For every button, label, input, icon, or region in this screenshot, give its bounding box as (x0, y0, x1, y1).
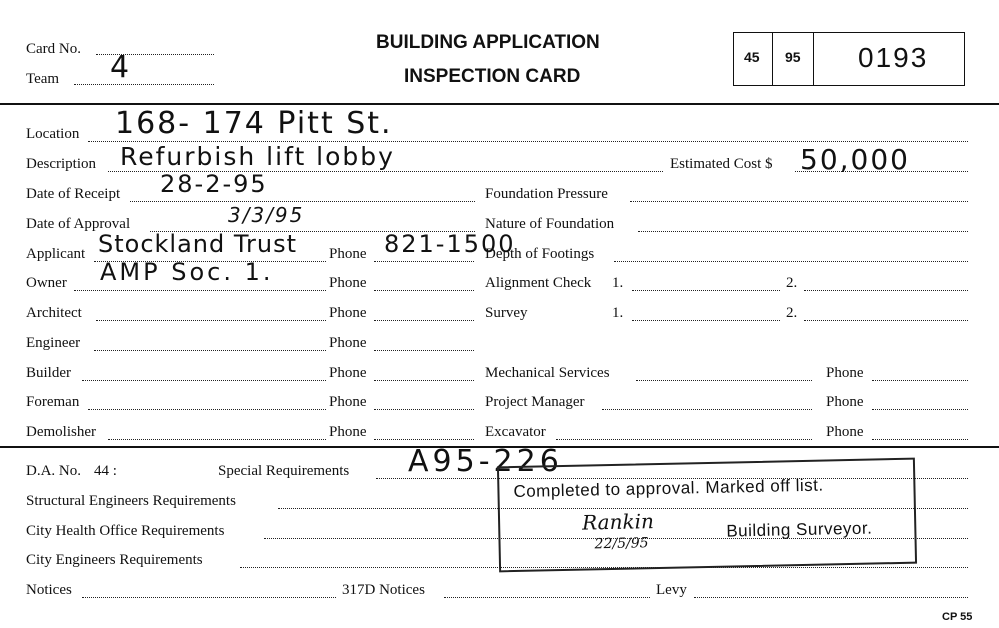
stamp-signature: Rankin (581, 509, 655, 535)
depth-of-footings-label: Depth of Footings (485, 246, 595, 262)
stamp-date: 22/5/95 (594, 535, 649, 553)
date-of-approval-label: Date of Approval (26, 216, 131, 232)
divider-top (0, 103, 999, 105)
demolisher-phone-field[interactable] (374, 439, 474, 440)
alignment-check-label: Alignment Check (485, 275, 592, 291)
excavator-phone-field[interactable] (872, 439, 968, 440)
description-label: Description (26, 156, 96, 172)
nature-of-foundation-label: Nature of Foundation (485, 216, 615, 232)
applicant-label: Applicant (26, 246, 86, 262)
project-manager-field[interactable] (602, 409, 812, 410)
survey-2-label: 2. (786, 305, 798, 321)
nature-of-foundation-field[interactable] (638, 231, 968, 232)
builder-field[interactable] (82, 380, 326, 381)
engineer-field[interactable] (94, 350, 326, 351)
structural-label: Structural Engineers Requirements (26, 493, 236, 509)
owner-label: Owner (26, 275, 67, 291)
applicant-value: Stockland Trust (98, 230, 297, 258)
survey-2-field[interactable] (804, 320, 968, 321)
engineer-phone-label: Phone (329, 335, 367, 351)
demolisher-phone-label: Phone (329, 424, 367, 440)
title-line-1: BUILDING APPLICATION (376, 32, 600, 53)
architect-label: Architect (26, 305, 82, 321)
mechanical-services-label: Mechanical Services (485, 365, 610, 381)
health-label: City Health Office Requirements (26, 523, 225, 539)
excavator-phone-label: Phone (826, 424, 864, 440)
levy-field[interactable] (694, 597, 968, 598)
architect-field[interactable] (96, 320, 326, 321)
cp-label: CP 55 (942, 611, 973, 623)
alignment-check-2-label: 2. (786, 275, 798, 291)
foundation-pressure-label: Foundation Pressure (485, 186, 608, 202)
mechanical-services-field[interactable] (636, 380, 812, 381)
engineer-label: Engineer (26, 335, 81, 351)
foreman-label: Foreman (26, 394, 80, 410)
team-field[interactable] (74, 84, 214, 85)
architect-phone-field[interactable] (374, 320, 474, 321)
notices-label: Notices (26, 582, 72, 598)
stamp-line-1: Completed to approval. Marked off list. (513, 475, 824, 502)
city-engineers-label: City Engineers Requirements (26, 552, 203, 568)
applicant-phone-label: Phone (329, 246, 367, 262)
date-of-approval-value: 3/3/95 (228, 203, 305, 227)
foundation-pressure-field[interactable] (630, 201, 968, 202)
owner-phone-field[interactable] (374, 290, 474, 291)
estimated-cost-value: 50,000 (800, 143, 910, 176)
foreman-phone-field[interactable] (374, 409, 474, 410)
special-requirements-value: A95-226 (408, 444, 563, 479)
builder-label: Builder (26, 365, 71, 381)
special-requirements-label: Special Requirements (218, 463, 350, 479)
owner-field[interactable] (74, 290, 326, 291)
notices-317d-field[interactable] (444, 597, 650, 598)
demolisher-label: Demolisher (26, 424, 96, 440)
applicant-phone-value: 821-1500 (384, 230, 516, 258)
mechanical-services-phone-label: Phone (826, 365, 864, 381)
demolisher-field[interactable] (108, 439, 326, 440)
team-value: 4 (110, 50, 132, 85)
survey-1-field[interactable] (632, 320, 780, 321)
alignment-check-2-field[interactable] (804, 290, 968, 291)
description-value: Refurbish lift lobby (120, 142, 395, 171)
architect-phone-label: Phone (329, 305, 367, 321)
box-a: 45 (733, 32, 773, 86)
notices-317d-label: 317D Notices (342, 582, 425, 598)
team-label: Team (26, 71, 60, 87)
alignment-check-1-field[interactable] (632, 290, 780, 291)
box-number: 0193 (813, 32, 965, 86)
applicant-phone-field[interactable] (374, 261, 474, 262)
project-manager-phone-label: Phone (826, 394, 864, 410)
foreman-phone-label: Phone (329, 394, 367, 410)
owner-value: AMP Soc. 1. (100, 258, 274, 286)
builder-phone-label: Phone (329, 365, 367, 381)
builder-phone-field[interactable] (374, 380, 474, 381)
da-no-label: D.A. No. (26, 463, 81, 479)
location-label: Location (26, 126, 80, 142)
title-line-2: INSPECTION CARD (404, 66, 581, 87)
da-no-value: 44 : (94, 463, 117, 479)
project-manager-label: Project Manager (485, 394, 585, 410)
alignment-check-1-label: 1. (612, 275, 624, 291)
date-of-receipt-value: 28-2-95 (160, 170, 268, 198)
date-of-receipt-field[interactable] (130, 201, 475, 202)
mechanical-services-phone-field[interactable] (872, 380, 968, 381)
owner-phone-label: Phone (329, 275, 367, 291)
notices-field[interactable] (82, 597, 336, 598)
date-of-receipt-label: Date of Receipt (26, 186, 121, 202)
levy-label: Levy (656, 582, 687, 598)
card-no-label: Card No. (26, 41, 81, 57)
engineer-phone-field[interactable] (374, 350, 474, 351)
excavator-label: Excavator (485, 424, 546, 440)
approval-stamp (497, 458, 917, 573)
depth-of-footings-field[interactable] (614, 261, 968, 262)
stamp-role: Building Surveyor. (726, 518, 873, 541)
foreman-field[interactable] (88, 409, 326, 410)
survey-1-label: 1. (612, 305, 624, 321)
box-b: 95 (772, 32, 814, 86)
project-manager-phone-field[interactable] (872, 409, 968, 410)
excavator-field[interactable] (556, 439, 812, 440)
survey-label: Survey (485, 305, 528, 321)
estimated-cost-label: Estimated Cost $ (670, 156, 773, 172)
location-value: 168- 174 Pitt St. (115, 106, 393, 141)
